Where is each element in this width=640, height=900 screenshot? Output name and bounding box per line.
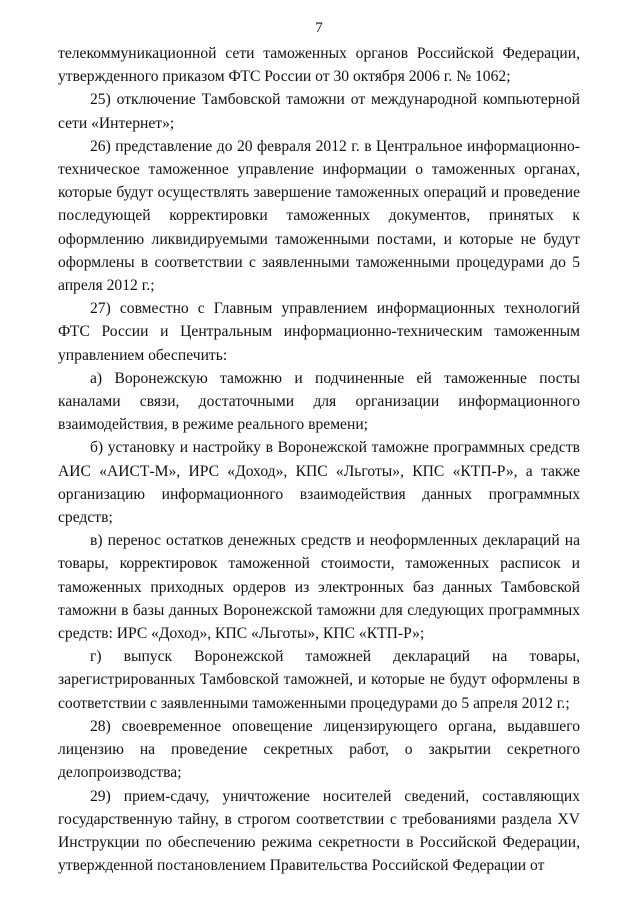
- paragraph-item-29: 29) прием-сдачу, уничтожение носителей сведений, составляющих государственную тайну, в строгом соответствии с требованиями раздела XV Инструкции по обеспечению режима секретности в Российской Федерации, утвержденной постановлением Правительства Российской Федерации от: [58, 787, 580, 875]
- page-number: 7: [315, 20, 323, 36]
- paragraph-continuation: телекоммуникационной сети таможенных органов Российской Федерации, утвержденного приказом ФТС России от 30 октября 2006 г. № 1062;: [58, 45, 580, 86]
- subparagraph-v: в) перенос остатков денежных средств и неоформленных деклараций на товары, корректировок таможенной стоимости, таможенных расписок и таможенных приходных ордеров из электронных баз данных Тамбовской таможни в базы данных Воронежской таможни для следующих программных средств: ИРС «Доход», КПС «Льготы», КПС «КТП-Р»;: [58, 532, 580, 643]
- paragraph-item-25: 25) отключение Тамбовской таможни от международной компьютерной сети «Интернет»;: [58, 91, 580, 132]
- document-body: [58, 42, 580, 877]
- paragraph-item-28: 28) своевременное оповещение лицензирующего органа, выдавшего лицензию на проведение секретных работ, о закрытии секретного делопроизводства;: [58, 717, 580, 782]
- paragraph-item-26: 26) представление до 20 февраля 2012 г. в Центральное информационно-техническое таможенное управление информации о таможенных органах, которые будут осуществлять завершение таможенных операций и проведение последующей корректировки таможенных документов, принятых к оформлению ликвидируемыми таможенными постами, и которые не будут оформлены в соответствии с заявленными таможенными процедурами до 5 апреля 2012 г.;: [58, 137, 580, 295]
- subparagraph-g: г) выпуск Воронежской таможней деклараций на товары, зарегистрированных Тамбовской таможней, и которые не будут оформлены в соответствии с заявленными таможенными процедурами до 5 апреля 2012 г.;: [58, 648, 580, 712]
- subparagraph-b: б) установку и настройку в Воронежской таможне программных средств АИС «АИСТ-М», ИРС «Доход», КПС «Льготы», КПС «КТП-Р», а также организацию информационного взаимодействия данных программных средств;: [58, 439, 580, 527]
- paragraph-item-27: 27) совместно с Главным управлением информационных технологий ФТС России и Центральным информационно-техническим таможенным управлением обеспечить:: [58, 300, 580, 364]
- subparagraph-a: а) Воронежскую таможню и подчиненные ей таможенные посты каналами связи, достаточными для организации информационного взаимодействия, в режиме реального времени;: [58, 369, 580, 434]
